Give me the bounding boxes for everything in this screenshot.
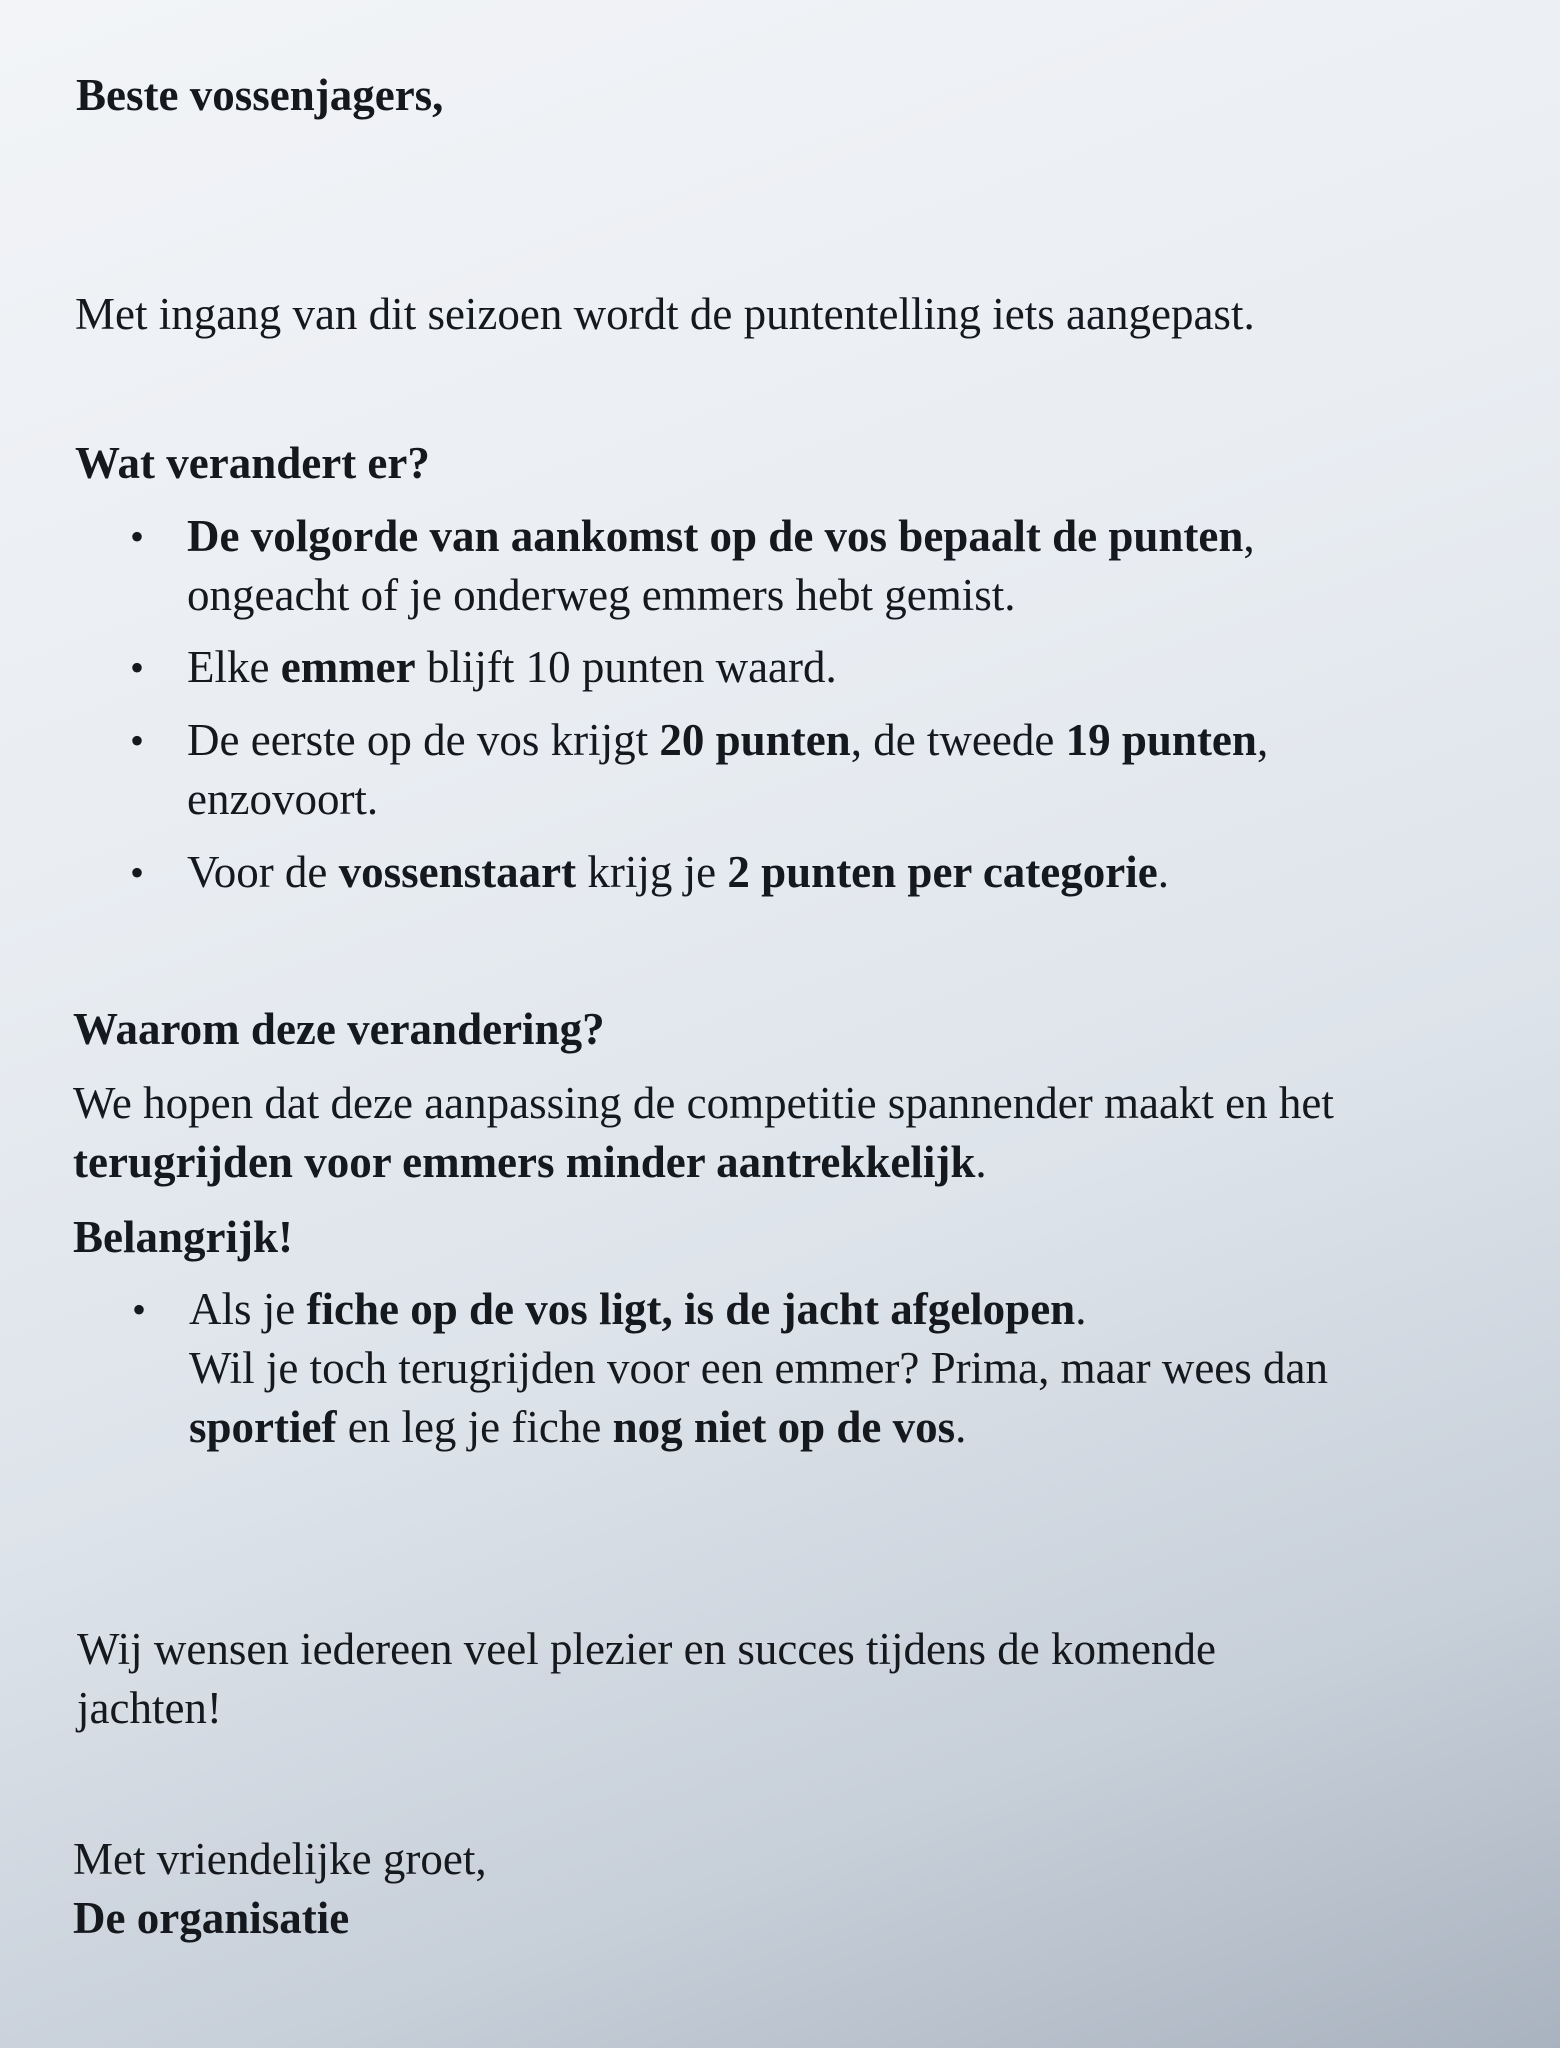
section-heading-changes: Wat verandert er? — [75, 438, 430, 488]
list-item-text: Wil je toch terugrijden voor een emmer? Prima, maar wees dan — [189, 1343, 1328, 1393]
closing-text: jachten! — [77, 1683, 222, 1733]
list-item-text: Als je — [189, 1284, 307, 1334]
why-paragraph-bold: terugrijden voor emmers minder aantrekkelijk — [73, 1137, 976, 1187]
list-item-text: . — [1075, 1284, 1087, 1334]
list-item — [130, 507, 1268, 625]
list-item-bold: sportief — [189, 1402, 337, 1452]
list-item — [132, 1280, 1328, 1457]
list-item-bold: emmer — [280, 642, 416, 692]
section-heading-important: Belangrijk! — [73, 1212, 293, 1262]
list-item-text: blijft 10 punten waard. — [415, 642, 837, 692]
bullet: • — [130, 514, 145, 559]
list-item-text: Elke — [187, 642, 281, 692]
list-item-bold: 2 punten per categorie — [727, 847, 1158, 897]
why-paragraph-text: We hopen dat deze aanpassing de competitie spannender maakt en het — [73, 1078, 1334, 1128]
list-item-text: , de tweede — [850, 715, 1066, 765]
list-item-bold: nog niet op de vos — [612, 1402, 956, 1452]
list-item-text: Voor de — [187, 847, 339, 897]
list-item-text: krijg je — [576, 847, 728, 897]
list-item-text: ongeacht of je onderweg emmers hebt gemist. — [187, 570, 1016, 620]
important-list — [132, 1280, 1328, 1457]
list-item-text: . — [1157, 847, 1169, 897]
bullet: • — [130, 850, 145, 895]
closing-paragraph — [77, 1620, 1216, 1738]
list-item-bold: De volgorde van aankomst op de vos bepaalt de punten — [187, 511, 1244, 561]
intro-paragraph: Met ingang van dit seizoen wordt de puntentelling iets aangepast. — [75, 289, 1255, 339]
list-item-text: De eerste op de vos krijgt — [187, 715, 660, 765]
greeting: Beste vossenjagers, — [76, 70, 444, 120]
section-heading-why: Waarom deze verandering? — [73, 1004, 605, 1054]
list-item-bold: vossenstaart — [338, 847, 577, 897]
bullet: • — [130, 645, 145, 690]
list-item-bold: 19 punten — [1065, 715, 1257, 765]
list-item-text: en leg je fiche — [336, 1402, 613, 1452]
signoff-sender: De organisatie — [73, 1893, 350, 1943]
signoff — [73, 1830, 487, 1948]
bullet: • — [132, 1287, 147, 1332]
why-paragraph-text: . — [975, 1137, 987, 1187]
list-item-bold: 20 punten — [659, 715, 851, 765]
list-item — [130, 638, 1268, 697]
list-item — [130, 843, 1268, 902]
list-item-text: , — [1243, 511, 1255, 561]
list-item-text: , — [1256, 715, 1269, 765]
list-item-text: enzovoort. — [187, 774, 379, 824]
closing-text: Wij wensen iedereen veel plezier en succes tijdens de komende — [77, 1624, 1216, 1674]
signoff-greeting: Met vriendelijke groet, — [73, 1834, 487, 1884]
list-item-bold: fiche op de vos ligt, is de jacht afgelopen — [306, 1284, 1076, 1334]
list-item — [130, 711, 1269, 829]
changes-list — [130, 507, 1269, 902]
list-item-text: . — [955, 1402, 967, 1452]
why-paragraph — [73, 1074, 1334, 1192]
bullet: • — [130, 718, 145, 763]
